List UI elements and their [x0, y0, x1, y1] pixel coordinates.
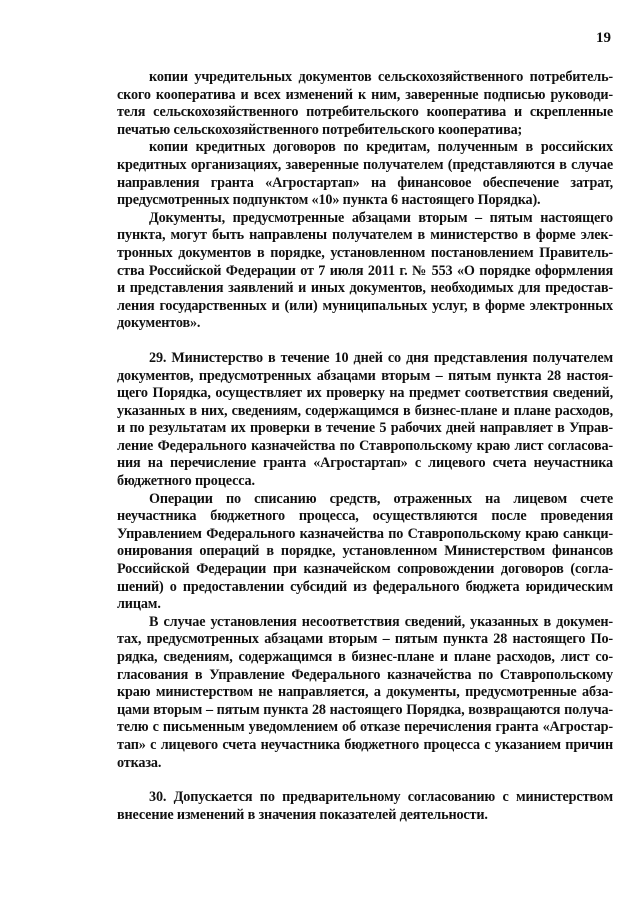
text-line: Операции по списанию средств, отраженных на лицевом счете: [149, 490, 613, 507]
paragraph-mismatch: [117, 614, 613, 772]
text-line: документов».: [117, 315, 201, 332]
text-line: внесение изменений в значения показателей деятельности.: [117, 806, 488, 823]
text-line: неучастника бюджетного процесса, осуществляются после проведения: [117, 508, 613, 525]
text-line: В случае установления несоответствия сведений, указанных в докумен-: [149, 613, 613, 630]
paragraph-credit-agreements: [117, 139, 613, 209]
paragraph-gap: [117, 772, 613, 789]
text-line: направления гранта «Агростартап» на финансовое обеспечение затрат,: [117, 174, 613, 191]
text-line: бюджетного процесса.: [117, 473, 255, 490]
paragraph-item-29: [117, 350, 613, 491]
text-line: 29. Министерство в течение 10 дней со дня представления получателем: [149, 349, 613, 366]
text-line: ления государственных и (или) муниципальных услуг, в форме электронных: [117, 297, 613, 314]
text-line: тап» с лицевого счета неучастника бюджетного процесса с указанием причин: [117, 736, 613, 753]
text-line: и по результатам их проверки в течение 5 рабочих дней направляет в Управ-: [117, 420, 613, 437]
text-line: ния на перечисление гранта «Агростартап» с лицевого счета неучастника: [117, 455, 613, 472]
text-line: лицам.: [117, 596, 161, 613]
text-line: копии учредительных документов сельскохозяйственного потребитель-: [149, 69, 613, 85]
page-number: 19: [596, 30, 611, 46]
text-line: цами вторым – пятым пункта 28 настоящего Порядка, возвращаются получа-: [117, 701, 613, 718]
text-line: документов, предусмотренных абзацами вторым – пятым пункта 28 настоя-: [117, 367, 613, 384]
text-line: рядка, сведениям, содержащимся в бизнес-плане и плане расходов, лист со-: [117, 649, 613, 665]
paragraph-founding-docs: [117, 69, 613, 139]
text-line: шений) о предоставлении субсидий из федерального бюджета юридическим: [117, 578, 613, 595]
text-line: тах, предусмотренных абзацами вторым – пятым пункта 28 настоящего По-: [117, 631, 613, 648]
text-line: краю министерством не направляется, а документы, предусмотренные абза-: [117, 684, 613, 701]
text-line: тронных документов в порядке, установленном постановлением Правитель-: [117, 244, 613, 261]
text-line: отказа.: [117, 754, 162, 771]
text-line: пункта, могут быть направлены получателем в министерство в форме элек-: [117, 227, 613, 244]
text-line: ление Федерального казначейства по Ставропольскому краю лист согласова-: [117, 437, 613, 454]
text-line: кредитных организациях, заверенные получателем (представляются в случае: [117, 156, 613, 173]
text-line: копии кредитных договоров по кредитам, полученным в российских: [149, 139, 613, 156]
text-line: ства Российской Федерации от 7 июля 2011 г. № 553 «О порядке оформления: [117, 262, 613, 279]
text-line: онирования операций в порядке, установленном Министерством финансов: [117, 543, 613, 560]
paragraph-operations: [117, 491, 613, 614]
text-line: печатью сельскохозяйственного потребительского кооператива;: [117, 121, 523, 138]
text-line: щего Порядка, осуществляет их проверку на предмет соответствия сведений,: [117, 385, 613, 402]
paragraph-gap: [117, 333, 613, 350]
paragraph-electronic-docs: [117, 210, 613, 333]
text-line: указанных в них, сведениям, содержащимся в бизнес-плане и плане расходов,: [117, 402, 613, 419]
text-line: Российской Федерации при казначейском сопровождении договоров (согла-: [117, 561, 613, 578]
text-line: Документы, предусмотренные абзацами вторым – пятым настоящего: [149, 209, 613, 226]
text-line: Управлением Федерального казначейства по Ставропольскому краю санкци-: [117, 525, 613, 542]
text-line: 30. Допускается по предварительному согласованию с министерством: [149, 789, 613, 806]
text-line: и представления заявлений и иных документов, необходимых для предостав-: [117, 280, 613, 297]
text-line: ского кооператива и всех изменений к ним, заверенные подписью руководи-: [117, 86, 613, 103]
document-body: [117, 69, 613, 824]
text-line: гласования в Управление Федерального казначейства по Ставропольскому: [117, 666, 613, 683]
paragraph-item-30: [117, 789, 613, 824]
text-line: теля сельскохозяйственного потребительского кооператива и скрепленные: [117, 104, 613, 121]
text-line: предусмотренных подпунктом «10» пункта 6 настоящего Порядка).: [117, 192, 541, 209]
text-line: телю с письменным уведомлением об отказе перечисления гранта «Агростар-: [117, 719, 613, 736]
